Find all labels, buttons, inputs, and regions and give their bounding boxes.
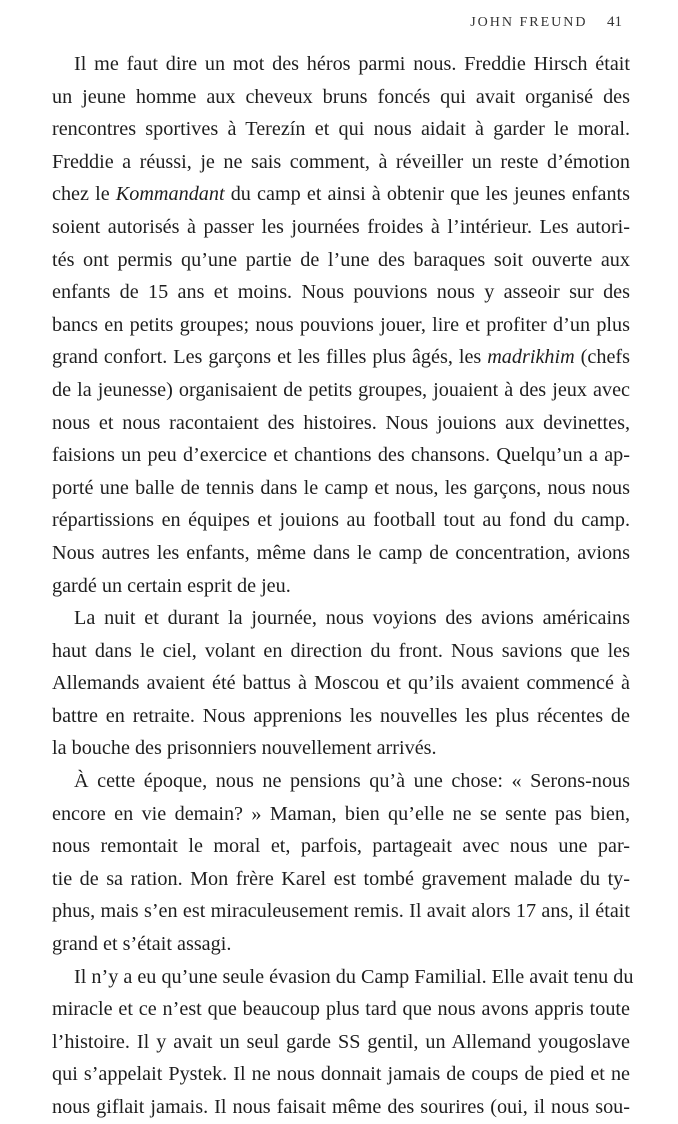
text-line: nous et nous racontaient des histoires. Nous jouions aux devinettes, — [52, 411, 630, 434]
text-line: tie de sa ration. Mon frère Karel est tombé gravement malade du ty- — [52, 867, 630, 890]
text-line: grand et s’était assagi. — [52, 933, 232, 956]
running-head — [470, 14, 622, 31]
text-line: rencontres sportives à Terezín et qui nous aidait à garder le moral. — [52, 118, 630, 141]
text-line: gardé un certain esprit de jeu. — [52, 574, 291, 597]
text-line: À cette époque, nous ne pensions qu’à une chose: « Serons-nous — [74, 770, 630, 793]
italic-term: Kommandant — [115, 183, 225, 206]
paragraph — [52, 602, 630, 765]
text-line: faisions un peu d’exercice et chantions des chansons. Quelqu’un a ap- — [52, 444, 630, 467]
text-line: miracle et ce n’est que beaucoup plus tard que nous avons appris toute — [52, 998, 630, 1021]
text-line: phus, mais s’en est miraculeusement remis. Il avait alors 17 ans, il était — [52, 900, 630, 923]
text-line: soient autorisés à passer les journées froides à l’intérieur. Les autori- — [52, 215, 630, 238]
text-line: grand confort. Les garçons et les filles plus âgés, les madrikhim (chefs — [52, 346, 630, 369]
body-text — [52, 48, 634, 1124]
text-line: qui s’appelait Pystek. Il ne nous donnait jamais de coups de pied et ne — [52, 1063, 630, 1086]
paragraph — [52, 765, 630, 961]
text-line: la bouche des prisonniers nouvellement arrivés. — [52, 737, 437, 760]
text-line: haut dans le ciel, volant en direction du front. Nous savions que les — [52, 639, 630, 662]
text-line: La nuit et durant la journée, nous voyions des avions américains — [74, 607, 630, 630]
text-line: un jeune homme aux cheveux bruns foncés qui avait organisé des — [52, 85, 630, 108]
paragraph — [52, 961, 634, 1124]
text-line: encore en vie demain? » Maman, bien qu’elle ne se sente pas bien, — [52, 802, 630, 825]
text-line: tés ont permis qu’une partie de l’une des baraques soit ouverte aux — [52, 248, 630, 271]
text-line: battre en retraite. Nous apprenions les nouvelles les plus récentes de — [52, 704, 630, 727]
page-number: 41 — [607, 14, 622, 30]
text-line: enfants de 15 ans et moins. Nous pouvions nous y asseoir sur des — [52, 281, 630, 304]
text-line: Nous autres les enfants, même dans le camp de concentration, avions — [52, 541, 630, 564]
text-line: nous giflait jamais. Il nous faisait même des sourires (oui, il nous sou- — [52, 1096, 630, 1118]
text-line: bancs en petits groupes; nous pouvions jouer, lire et profiter d’un plus — [52, 313, 630, 336]
paragraph — [52, 48, 630, 602]
text-line: l’histoire. Il y avait un seul garde SS gentil, un Allemand yougoslave — [52, 1030, 630, 1053]
text-line: de la jeunesse) organisaient de petits groupes, jouaient à des jeux avec — [52, 378, 630, 401]
text-line: répartissions en équipes et jouions au football tout au fond du camp. — [52, 509, 630, 532]
text-line: porté une balle de tennis dans le camp et nous, les garçons, nous nous — [52, 476, 630, 499]
text-line: Freddie a réussi, je ne sais comment, à réveiller un reste d’émotion — [52, 150, 630, 173]
italic-term: madrikhim — [487, 346, 575, 369]
text-line: nous remontait le moral et, parfois, partageait avec nous une par- — [52, 835, 630, 858]
text-line: Il me faut dire un mot des héros parmi nous. Freddie Hirsch était — [74, 53, 630, 75]
running-head-author: JOHN FREUND — [470, 15, 588, 30]
text-line: chez le Kommandant du camp et ainsi à obtenir que les jeunes enfants — [52, 183, 631, 206]
text-line: Il n’y a eu qu’une seule évasion du Camp Familial. Elle avait tenu du — [74, 965, 634, 988]
text-line: Allemands avaient été battus à Moscou et qu’ils avaient commencé à — [52, 672, 630, 695]
